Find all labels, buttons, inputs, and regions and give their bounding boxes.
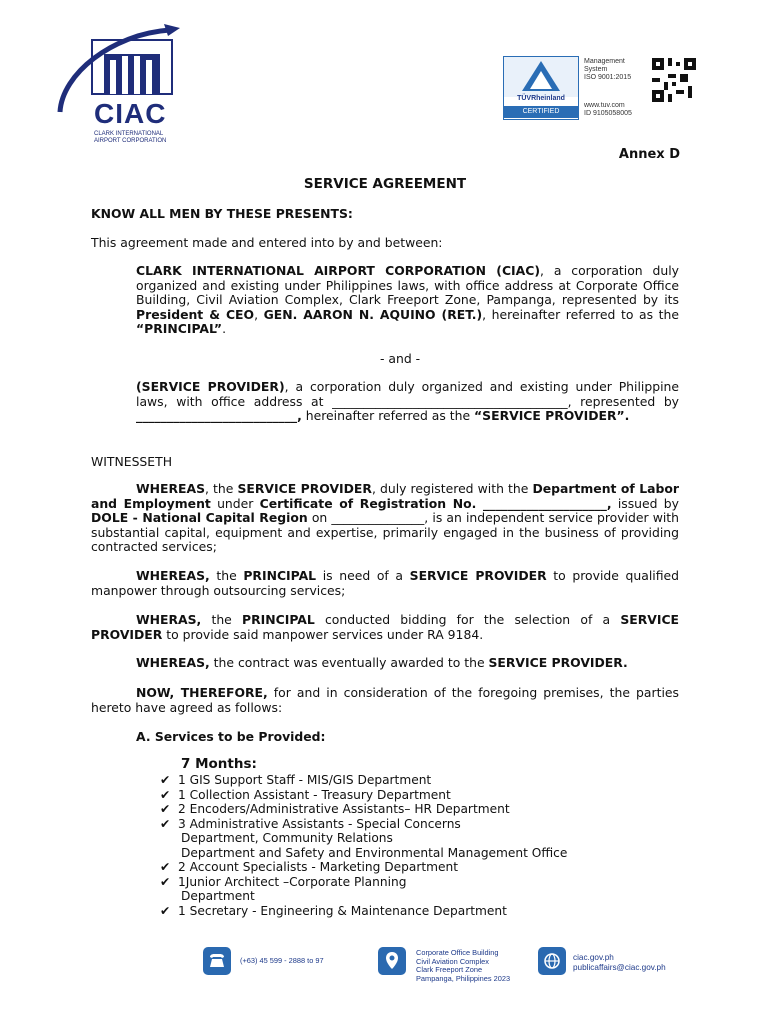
list-item: ✔ 1 Secretary - Engineering & Maintenance Department bbox=[160, 903, 507, 918]
now-therefore-paragraph: NOW, THEREFORE, for and in consideration of the foregoing premises, the parties hereto have agreed as follows: bbox=[91, 685, 679, 715]
cert-line-3: ISO 9001:2015 bbox=[584, 74, 632, 81]
footer-phone: (+63) 45 599 - 2888 to 97 bbox=[240, 956, 324, 965]
list-item-continuation: Department bbox=[181, 889, 255, 903]
tuv-triangle-icon bbox=[504, 57, 578, 97]
tuv-brand: TÜVRheinland bbox=[517, 95, 565, 102]
list-item: ✔ 3 Administrative Assistants - Special Concerns bbox=[160, 816, 461, 831]
email-link[interactable]: publicaffairs@ciac.gov.ph bbox=[573, 963, 666, 972]
cert-line-2: System bbox=[584, 66, 608, 73]
tuv-mark bbox=[503, 56, 579, 120]
list-item: ✔ 2 Encoders/Administrative Assistants– HR Department bbox=[160, 802, 510, 816]
checkmark-icon: ✔ bbox=[160, 860, 171, 874]
ciac-wordmark: CIAC bbox=[94, 98, 167, 129]
cert-line-1: Management bbox=[584, 58, 625, 65]
checkmark-icon: ✔ bbox=[160, 874, 171, 889]
annex-label: Annex D bbox=[618, 147, 680, 162]
whereas-paragraph-4: WHEREAS, the contract was eventually awarded to the SERVICE PROVIDER. bbox=[136, 655, 628, 670]
cert-line-4: www.tuv.com bbox=[584, 102, 625, 109]
location-pin-icon bbox=[378, 947, 406, 975]
cert-line-5: ID 9105058005 bbox=[584, 110, 632, 117]
iso-certification-badge bbox=[500, 56, 705, 120]
whereas-paragraph-3: WHERAS, the PRINCIPAL conducted bidding for the selection of a SERVICE PROVIDER to provide said manpower services under RA 9184. bbox=[91, 612, 679, 642]
ciac-logo bbox=[52, 24, 182, 144]
whereas-paragraph-1: WHEREAS, the SERVICE PROVIDER, duly registered with the Department of Labor and Employment under Certificate of Registration No. ____________________, issued by DOLE - National Capital Region on _______________, is an independent service provider with substantial capital, equipment and expertise, primarily engaged in the business of providing contracted services; bbox=[91, 481, 680, 555]
services-list bbox=[160, 773, 567, 918]
tuv-certified-label: CERTIFIED bbox=[504, 106, 578, 118]
whereas-paragraph-2: WHEREAS, the PRINCIPAL is need of a SERVICE PROVIDER to provide qualified manpower through outsourcing services; bbox=[91, 568, 680, 598]
list-item-continuation: Department, Community Relations bbox=[181, 831, 393, 845]
list-item: ✔ 1 Collection Assistant - Treasury Department bbox=[160, 787, 451, 802]
service-provider-paragraph: (SERVICE PROVIDER), a corporation duly organized and existing under Philippine laws, with office address at ______________________________________, represented by __________________________, hereinafter referred as the “SERVICE PROVIDER”. bbox=[136, 379, 680, 424]
page-title: SERVICE AGREEMENT bbox=[303, 176, 467, 192]
list-item: ✔ 1 GIS Support Staff - MIS/GIS Department bbox=[160, 773, 432, 787]
list-item-continuation: Department and Safety and Environmental Management Office bbox=[181, 845, 568, 860]
checkmark-icon: ✔ bbox=[160, 787, 171, 802]
principal-paragraph: CLARK INTERNATIONAL AIRPORT CORPORATION (CIAC), a corporation duly organized and existing under Philippines laws, with office address at Corporate Office Building, Civil Aviation Complex, Clark Freeport Zone, Pampanga, represented by its President & CEO, GEN. AARON N. AQUINO (RET.), hereinafter referred to as the “PRINCIPAL”. bbox=[136, 263, 680, 337]
intro-text: This agreement made and entered into by and between: bbox=[91, 235, 443, 250]
checkmark-icon: ✔ bbox=[160, 903, 171, 918]
witnesseth-heading: WITNESSETH bbox=[91, 454, 173, 469]
list-item: ✔ 2 Account Specialists - Marketing Department bbox=[160, 860, 458, 874]
phone-icon bbox=[203, 947, 231, 975]
ciac-subtitle: CLARK INTERNATIONAL AIRPORT CORPORATION bbox=[94, 131, 167, 144]
list-item: ✔ 1Junior Architect –Corporate Planning bbox=[160, 874, 407, 889]
checkmark-icon: ✔ bbox=[160, 773, 171, 787]
checkmark-icon: ✔ bbox=[160, 802, 171, 816]
qr-code-icon bbox=[652, 58, 696, 102]
know-all-heading: KNOW ALL MEN BY THESE PRESENTS: bbox=[91, 206, 353, 221]
website-link[interactable]: ciac.gov.ph bbox=[573, 953, 614, 962]
section-a-heading: A. Services to be Provided: bbox=[136, 729, 326, 744]
footer-web bbox=[573, 953, 666, 973]
checkmark-icon: ✔ bbox=[160, 816, 171, 831]
globe-icon bbox=[538, 947, 566, 975]
footer-address: Corporate Office Building Civil Aviation Complex Clark Freeport Zone Pampanga, Philippines 2023 bbox=[416, 948, 511, 983]
months-heading: 7 Months: bbox=[181, 756, 257, 772]
and-separator: - and - bbox=[380, 351, 421, 366]
